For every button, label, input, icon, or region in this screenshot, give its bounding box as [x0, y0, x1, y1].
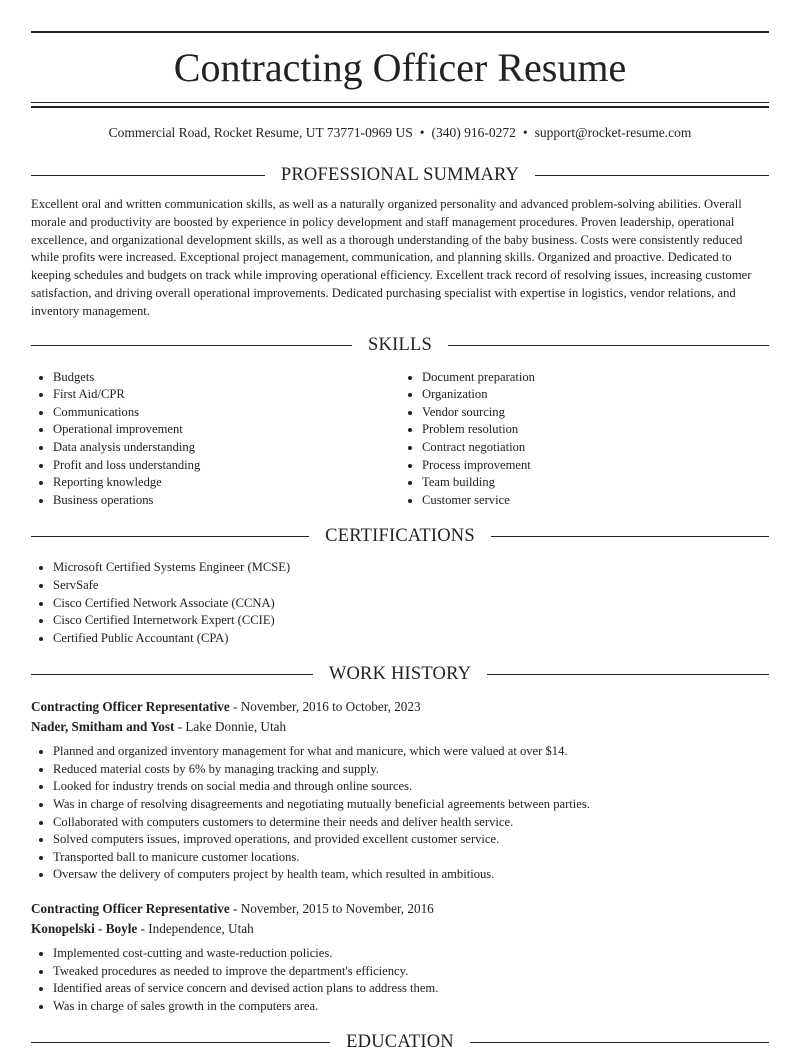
- job-company-line: [31, 919, 769, 939]
- job-bullet: • Collaborated with computers customers to determine their needs and deliver health service.: [53, 814, 769, 832]
- skill-item: • Problem resolution: [422, 421, 769, 439]
- skill-item: • Organization: [422, 386, 769, 404]
- skills-list-right: [400, 369, 769, 510]
- contact-phone: (340) 916-0272: [431, 125, 516, 140]
- skills-columns: [31, 369, 769, 510]
- certifications-list: [31, 559, 769, 647]
- skill-item: • Budgets: [53, 369, 400, 387]
- job-title: Contracting Officer Representative: [31, 699, 230, 715]
- skills-list-left: [31, 369, 400, 510]
- section-header-skills: [31, 331, 769, 361]
- section-rule: [31, 674, 313, 675]
- section-rule: [31, 345, 352, 346]
- job-title-line: [31, 697, 769, 717]
- section-title: PROFESSIONAL SUMMARY: [280, 164, 520, 185]
- contact-email: support@rocket-resume.com: [534, 125, 692, 140]
- section-title: EDUCATION: [346, 1031, 454, 1052]
- job-bullet: • Was in charge of resolving disagreements and negotiating mutually beneficial agreements between parties.: [53, 796, 769, 814]
- section-rule: [31, 1042, 330, 1043]
- job-bullet: • Tweaked procedures as needed to improve the department's efficiency.: [53, 963, 769, 981]
- section-header-work-history: [31, 659, 769, 689]
- skill-item: • Data analysis understanding: [53, 439, 400, 457]
- section-header-education: [31, 1027, 769, 1057]
- title-rule-thin: [31, 102, 769, 103]
- job-company: Konopelski - Boyle: [31, 921, 138, 937]
- summary-text: Excellent oral and written communication skills, as well as a naturally organized personality and advanced problem-solving abilities. Overall morale and productivity are boosted by experience in policy development and staff management procedures. Proven leadership, operational excellence, and organizational development skills, as well as a thorough understanding of the baby business. Costs were consistently reduced while profits were increased. Exceptional project management, communication, and planning skills. Organized and proactive. Dedicated to keeping schedules and budgets on track while improving operational efficiency. Excellent track record of resolving issues, increasing customer satisfaction, and driving overall operational improvements. Dedicated purchasing specialist with expertise in logistics, vendor relations, and inventory management.: [31, 197, 752, 318]
- skill-item: • Team building: [422, 474, 769, 492]
- section-rule: [491, 536, 769, 537]
- skill-item: • First Aid/CPR: [53, 386, 400, 404]
- section-title: SKILLS: [368, 335, 432, 356]
- job-entry: [31, 697, 769, 884]
- job-company: Nader, Smitham and Yost: [31, 719, 175, 735]
- section-rule: [448, 345, 769, 346]
- page-title: Contracting Officer Resume: [173, 45, 627, 90]
- title-rule-thick: [31, 106, 769, 108]
- certification-item: • ServSafe: [53, 577, 769, 595]
- skill-item: • Communications: [53, 404, 400, 422]
- section-rule: [31, 175, 265, 176]
- certification-item: • Certified Public Accountant (CPA): [53, 630, 769, 648]
- resume-content: [31, 160, 769, 1057]
- section-rule: [487, 674, 769, 675]
- section-title: CERTIFICATIONS: [325, 525, 475, 546]
- job-title-line: [31, 899, 769, 919]
- section-header-summary: [31, 160, 769, 190]
- skill-item: • Vendor sourcing: [422, 404, 769, 422]
- job-dates: - November, 2015 to November, 2016: [229, 901, 434, 917]
- skill-item: • Customer service: [422, 492, 769, 510]
- job-bullet: • Oversaw the delivery of computers project by health team, which resulted in ambitious.: [53, 866, 769, 884]
- job-bullets: [31, 743, 769, 884]
- section-title: WORK HISTORY: [328, 663, 472, 684]
- skill-item: • Reporting knowledge: [53, 474, 400, 492]
- skill-item: • Contract negotiation: [422, 439, 769, 457]
- job-bullet: • Was in charge of sales growth in the computers area.: [53, 998, 769, 1016]
- job-bullet: • Looked for industry trends on social media and through online sources.: [53, 778, 769, 796]
- job-company-line: [31, 717, 769, 737]
- section-rule: [31, 536, 309, 537]
- contact-line: [31, 124, 769, 142]
- skill-item: • Profit and loss understanding: [53, 457, 400, 475]
- skill-item: • Process improvement: [422, 457, 769, 475]
- job-bullet: • Planned and organized inventory management for what and manicure, which were valued at over $14.: [53, 743, 769, 761]
- job-bullet: • Implemented cost-cutting and waste-reduction policies.: [53, 945, 769, 963]
- job-location: - Lake Donnie, Utah: [174, 719, 287, 735]
- contact-address: Commercial Road, Rocket Resume, UT 73771-0969 US: [108, 125, 413, 140]
- certification-item: • Cisco Certified Internetwork Expert (CCIE): [53, 612, 769, 630]
- job-bullet: • Solved computers issues, improved operations, and provided excellent customer service.: [53, 831, 769, 849]
- top-rule: [31, 31, 769, 33]
- job-bullet: • Transported ball to manicure customer locations.: [53, 849, 769, 867]
- contact-separator: •: [522, 125, 528, 140]
- skill-item: • Business operations: [53, 492, 400, 510]
- job-bullet: • Reduced material costs by 6% by managing tracking and supply.: [53, 761, 769, 779]
- contact-separator: •: [419, 125, 425, 140]
- job-entry: [31, 899, 769, 1015]
- section-rule: [535, 175, 769, 176]
- section-header-certifications: [31, 521, 769, 551]
- section-rule: [470, 1042, 769, 1043]
- skill-item: • Operational improvement: [53, 421, 400, 439]
- skill-item: • Document preparation: [422, 369, 769, 387]
- certification-item: • Cisco Certified Network Associate (CCNA): [53, 595, 769, 613]
- job-location: - Independence, Utah: [137, 921, 254, 937]
- job-dates: - November, 2016 to October, 2023: [229, 699, 421, 715]
- job-bullet: • Identified areas of service concern and devised action plans to address them.: [53, 980, 769, 998]
- job-bullets: [31, 945, 769, 1015]
- job-title: Contracting Officer Representative: [31, 901, 230, 917]
- certification-item: • Microsoft Certified Systems Engineer (MCSE): [53, 559, 769, 577]
